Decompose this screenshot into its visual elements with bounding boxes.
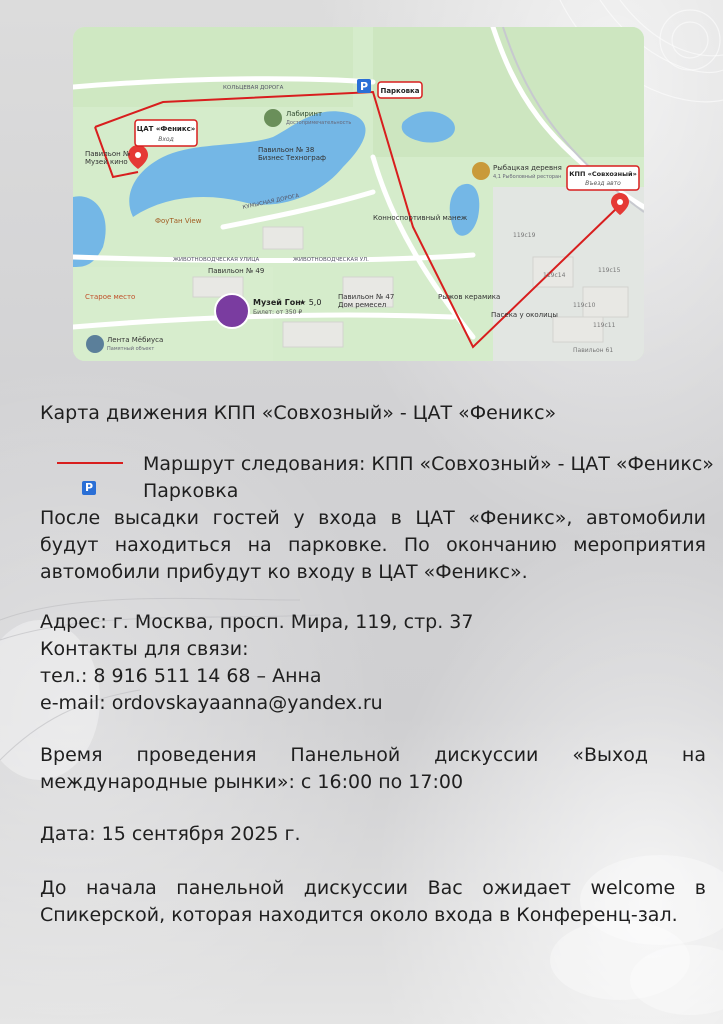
parking-icon: P — [82, 481, 96, 495]
svg-text:P: P — [359, 80, 369, 93]
map-label: Павильон № 47 — [338, 293, 395, 301]
map-label: Парковка — [380, 87, 420, 95]
map-label: Достопримечательность — [286, 120, 352, 126]
road-label: КУМЫСНАЯ ДОРОГА — [242, 193, 300, 211]
building-label: 119с15 — [598, 267, 621, 274]
address-value: г. Москва, просп. Мира, 119, стр. 37 — [106, 611, 474, 633]
route-map — [73, 27, 644, 361]
map-label: ★ 5,0 — [299, 298, 322, 307]
map-label: Рыбацкая деревня — [493, 164, 562, 172]
route-map-graphic — [73, 27, 644, 361]
date-label: Дата: — [40, 823, 96, 845]
route-legend-label: Маршрут следования: КПП «Совхозный» - ЦАТ «Феникс» — [143, 453, 714, 475]
map-title: Карта движения КПП «Совхозный» - ЦАТ «Феникс» — [40, 402, 557, 424]
map-label: Павильон № — [85, 150, 131, 158]
email-line[interactable]: e-mail: ordovskayaanna@yandex.ru — [40, 692, 383, 714]
map-label: Лента Мёбиуса — [107, 336, 164, 344]
building-label: 119с11 — [593, 322, 616, 329]
parking-callout — [378, 82, 422, 98]
map-label: Павильон № 38 — [258, 146, 315, 154]
poi-thumbnail — [472, 162, 490, 180]
contacts-label: Контакты для связи: — [40, 638, 249, 660]
map-label: Конноспортивный манеж — [373, 214, 468, 222]
poi-thumbnail — [86, 335, 104, 353]
building-label: 119с19 — [513, 232, 536, 239]
parking-paragraph: После высадки гостей у входа в ЦАТ «Феникс», автомобили будут находиться на парковке. По окончанию мероприятия автомобили прибудут ко входу в ЦАТ «Феникс». — [40, 507, 706, 583]
road-label: ЖИВОТНОВОДЧЕСКАЯ УЛИЦА — [173, 257, 260, 263]
address-label: Адрес: — [40, 611, 107, 633]
map-label: Въезд авто — [585, 180, 621, 187]
poi-thumbnail — [264, 109, 282, 127]
building-label: 119с10 — [573, 302, 596, 309]
road-label: ЖИВОТНОВОДЧЕСКАЯ УЛ. — [293, 257, 369, 263]
date-line — [40, 821, 706, 848]
map-label: Памятный объект — [107, 346, 155, 352]
route-legend-line — [57, 462, 123, 464]
map-label: Билет: от 350 ₽ — [253, 309, 303, 316]
map-label: Лабиринт — [286, 110, 323, 118]
map-label: Павильон № 49 — [208, 267, 265, 275]
phone-line: тел.: 8 916 511 14 68 – Анна — [40, 665, 322, 687]
parking-icon — [357, 79, 371, 93]
building-label: Павильон 61 — [573, 347, 614, 354]
date-value: 15 сентября 2025 г. — [95, 823, 301, 845]
welcome-paragraph: До начала панельной дискуссии Вас ожидает welcome в Спикерской, которая находится около входа в Конференц-зал. — [40, 877, 706, 926]
map-label: 4,1 Рыболовный ресторан — [493, 174, 562, 180]
event-time: Время проведения Панельной дискуссии «Выход на международные рынки»: с 16:00 по 17:00 — [40, 744, 706, 793]
map-label: Музей кино — [85, 158, 128, 166]
checkpoint-phoenix-callout — [135, 120, 197, 146]
building-label: 119с14 — [543, 272, 566, 279]
map-label: Старое место — [85, 293, 136, 301]
poi-thumbnail — [215, 294, 249, 328]
map-label: КПП «Совхозный» — [569, 170, 637, 178]
map-label: Вход — [158, 136, 174, 143]
checkpoint-sovkhoz-callout — [567, 166, 639, 190]
road-label: КОЛЬЦЕВАЯ ДОРОГА — [223, 85, 284, 91]
map-label: Дом ремесел — [338, 301, 387, 309]
map-label: Рыжов керамика — [438, 293, 501, 301]
map-label: ЦАТ «Феникс» — [136, 125, 196, 133]
map-label: Бизнес Технограф — [258, 154, 327, 162]
map-label: Пасека у околицы — [491, 311, 558, 319]
map-label: Музей Гон — [253, 298, 301, 307]
address-line — [40, 609, 706, 636]
map-label: ФоуТан View — [155, 217, 202, 225]
parking-legend-label: Парковка — [143, 480, 239, 502]
